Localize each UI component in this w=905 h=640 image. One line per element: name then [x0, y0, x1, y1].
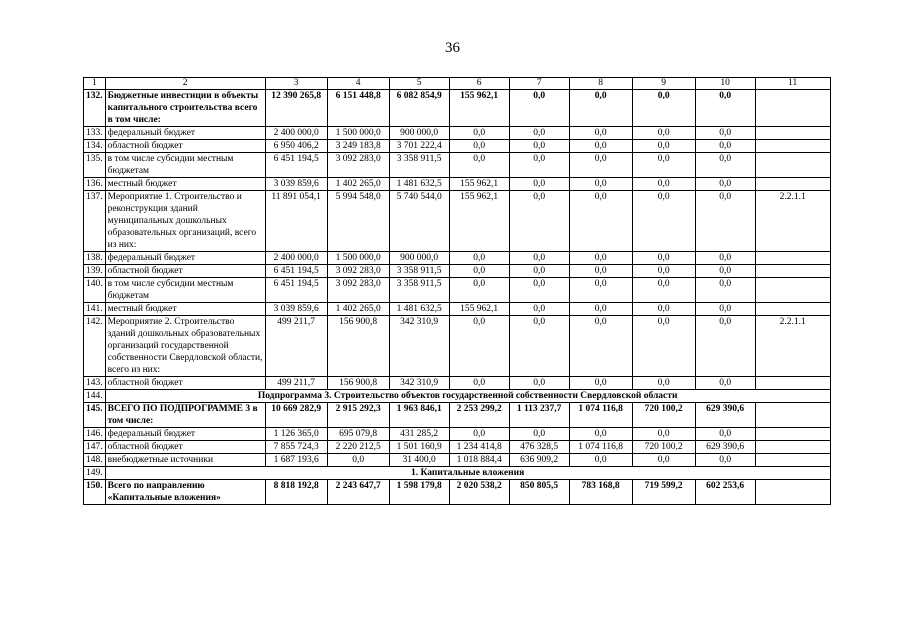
- row-label: федеральный бюджет: [105, 428, 265, 441]
- value-cell: 6 151 448,8: [327, 90, 389, 127]
- value-cell: 0,0: [632, 428, 695, 441]
- value-cell: 0,0: [569, 127, 632, 140]
- column-number-6: 6: [449, 78, 509, 90]
- value-cell: 0,0: [632, 454, 695, 467]
- measure-code: [755, 252, 830, 265]
- value-cell: 0,0: [695, 316, 755, 377]
- measure-code: [755, 153, 830, 178]
- value-cell: 0,0: [632, 127, 695, 140]
- row-label: Мероприятие 2. Строительство зданий дошкольных образовательных организаций государственной собственности Свердловской области, всего из них:: [105, 316, 265, 377]
- measure-code: [755, 140, 830, 153]
- value-cell: 1 402 265,0: [327, 303, 389, 316]
- value-cell: 1 500 000,0: [327, 127, 389, 140]
- value-cell: 3 358 911,5: [389, 153, 449, 178]
- value-cell: 3 358 911,5: [389, 278, 449, 303]
- value-cell: 0,0: [569, 140, 632, 153]
- value-cell: 0,0: [569, 377, 632, 390]
- table-row: [84, 140, 831, 153]
- measure-code: [755, 441, 830, 454]
- row-number: 143.: [84, 377, 106, 390]
- value-cell: 1 501 160,9: [389, 441, 449, 454]
- row-label: Бюджетные инвестиции в объекты капитального строительства всего в том числе:: [105, 90, 265, 127]
- table-row: [84, 467, 831, 480]
- value-cell: 629 390,6: [695, 403, 755, 428]
- row-number: 133.: [84, 127, 106, 140]
- value-cell: 0,0: [695, 153, 755, 178]
- row-number: 147.: [84, 441, 106, 454]
- value-cell: 0,0: [632, 178, 695, 191]
- value-cell: 7 855 724,3: [265, 441, 327, 454]
- value-cell: 0,0: [509, 191, 569, 252]
- value-cell: 0,0: [569, 153, 632, 178]
- value-cell: 0,0: [569, 90, 632, 127]
- table-row: [84, 252, 831, 265]
- row-number: 144.: [84, 390, 106, 403]
- table-row: [84, 403, 831, 428]
- measure-code: [755, 303, 830, 316]
- value-cell: 6 451 194,5: [265, 265, 327, 278]
- value-cell: 11 891 054,1: [265, 191, 327, 252]
- value-cell: 0,0: [632, 278, 695, 303]
- measure-code: [755, 90, 830, 127]
- value-cell: 0,0: [695, 127, 755, 140]
- row-number: 140.: [84, 278, 106, 303]
- table-row: [84, 153, 831, 178]
- value-cell: 2 253 299,2: [449, 403, 509, 428]
- value-cell: 0,0: [449, 278, 509, 303]
- column-number-1: 1: [84, 78, 106, 90]
- value-cell: 0,0: [569, 265, 632, 278]
- measure-code: [755, 428, 830, 441]
- row-label: Всего по направлению «Капитальные вложения»: [105, 480, 265, 505]
- value-cell: 0,0: [695, 191, 755, 252]
- value-cell: 1 402 265,0: [327, 178, 389, 191]
- value-cell: 1 481 632,5: [389, 303, 449, 316]
- row-label: в том числе субсидии местным бюджетам: [105, 153, 265, 178]
- table-row: [84, 454, 831, 467]
- value-cell: 3 358 911,5: [389, 265, 449, 278]
- value-cell: 0,0: [632, 153, 695, 178]
- value-cell: 0,0: [695, 377, 755, 390]
- measure-code: [755, 278, 830, 303]
- value-cell: 155 962,1: [449, 303, 509, 316]
- row-label: местный бюджет: [105, 303, 265, 316]
- table-row: [84, 316, 831, 377]
- column-number-4: 4: [327, 78, 389, 90]
- value-cell: 0,0: [509, 90, 569, 127]
- value-cell: 2 915 292,3: [327, 403, 389, 428]
- value-cell: 0,0: [695, 90, 755, 127]
- value-cell: 1 074 116,8: [569, 441, 632, 454]
- value-cell: 0,0: [695, 278, 755, 303]
- row-label: Мероприятие 1. Строительство и реконструкция зданий муниципальных дошкольных образовательных организаций, всего из них:: [105, 191, 265, 252]
- value-cell: 900 000,0: [389, 252, 449, 265]
- table-row: [84, 480, 831, 505]
- row-number: 137.: [84, 191, 106, 252]
- value-cell: 0,0: [509, 178, 569, 191]
- row-number: 142.: [84, 316, 106, 377]
- value-cell: 0,0: [632, 140, 695, 153]
- value-cell: 719 599,2: [632, 480, 695, 505]
- measure-code: [755, 265, 830, 278]
- value-cell: 3 249 183,8: [327, 140, 389, 153]
- row-number: 135.: [84, 153, 106, 178]
- value-cell: 0,0: [569, 316, 632, 377]
- value-cell: 1 598 179,8: [389, 480, 449, 505]
- value-cell: 0,0: [695, 140, 755, 153]
- value-cell: 0,0: [569, 454, 632, 467]
- section-heading: Подпрограмма 3. Строительство объектов государственной собственности Свердловской области: [105, 390, 830, 403]
- value-cell: 636 909,2: [509, 454, 569, 467]
- row-number: 145.: [84, 403, 106, 428]
- value-cell: 0,0: [449, 140, 509, 153]
- value-cell: 1 481 632,5: [389, 178, 449, 191]
- value-cell: 0,0: [449, 265, 509, 278]
- value-cell: 156 900,8: [327, 377, 389, 390]
- value-cell: 0,0: [509, 140, 569, 153]
- value-cell: 0,0: [327, 454, 389, 467]
- row-label: областной бюджет: [105, 441, 265, 454]
- measure-code: [755, 127, 830, 140]
- value-cell: 3 039 859,6: [265, 303, 327, 316]
- value-cell: 0,0: [695, 428, 755, 441]
- value-cell: 0,0: [509, 153, 569, 178]
- column-number-7: 7: [509, 78, 569, 90]
- row-label: областной бюджет: [105, 140, 265, 153]
- value-cell: 0,0: [509, 127, 569, 140]
- value-cell: 6 451 194,5: [265, 278, 327, 303]
- value-cell: 2 400 000,0: [265, 252, 327, 265]
- value-cell: 0,0: [509, 278, 569, 303]
- value-cell: 6 082 854,9: [389, 90, 449, 127]
- column-number-9: 9: [632, 78, 695, 90]
- measure-code: [755, 178, 830, 191]
- value-cell: 155 962,1: [449, 178, 509, 191]
- row-number: 138.: [84, 252, 106, 265]
- value-cell: 12 390 265,8: [265, 90, 327, 127]
- value-cell: 0,0: [509, 428, 569, 441]
- value-cell: 0,0: [632, 252, 695, 265]
- value-cell: 5 994 548,0: [327, 191, 389, 252]
- table-row: [84, 191, 831, 252]
- value-cell: 2 243 647,7: [327, 480, 389, 505]
- value-cell: 3 092 283,0: [327, 278, 389, 303]
- value-cell: 155 962,1: [449, 191, 509, 252]
- row-label: областной бюджет: [105, 265, 265, 278]
- row-label: федеральный бюджет: [105, 127, 265, 140]
- page-number: 36: [445, 40, 460, 56]
- row-number: 134.: [84, 140, 106, 153]
- value-cell: 3 092 283,0: [327, 265, 389, 278]
- row-number: 146.: [84, 428, 106, 441]
- row-number: 136.: [84, 178, 106, 191]
- value-cell: 342 310,9: [389, 377, 449, 390]
- value-cell: 0,0: [569, 428, 632, 441]
- measure-code: [755, 403, 830, 428]
- row-label: местный бюджет: [105, 178, 265, 191]
- value-cell: 5 740 544,0: [389, 191, 449, 252]
- row-label: областной бюджет: [105, 377, 265, 390]
- value-cell: 0,0: [449, 428, 509, 441]
- value-cell: 0,0: [695, 454, 755, 467]
- value-cell: 0,0: [695, 303, 755, 316]
- row-number: 132.: [84, 90, 106, 127]
- value-cell: 0,0: [695, 265, 755, 278]
- value-cell: 1 687 193,6: [265, 454, 327, 467]
- measure-code: 2.2.1.1: [755, 316, 830, 377]
- value-cell: 0,0: [449, 153, 509, 178]
- measure-code: [755, 480, 830, 505]
- value-cell: 1 500 000,0: [327, 252, 389, 265]
- value-cell: 0,0: [449, 127, 509, 140]
- table-row: [84, 390, 831, 403]
- value-cell: 431 285,2: [389, 428, 449, 441]
- value-cell: 0,0: [632, 303, 695, 316]
- value-cell: 1 126 365,0: [265, 428, 327, 441]
- row-label: ВСЕГО ПО ПОДПРОГРАММЕ 3 в том числе:: [105, 403, 265, 428]
- value-cell: 0,0: [509, 265, 569, 278]
- value-cell: 156 900,8: [327, 316, 389, 377]
- value-cell: 0,0: [509, 377, 569, 390]
- value-cell: 2 220 212,5: [327, 441, 389, 454]
- value-cell: 1 113 237,7: [509, 403, 569, 428]
- row-number: 149.: [84, 467, 106, 480]
- row-label: внебюджетные источники: [105, 454, 265, 467]
- column-number-5: 5: [389, 78, 449, 90]
- value-cell: 720 100,2: [632, 441, 695, 454]
- value-cell: 1 963 846,1: [389, 403, 449, 428]
- section-heading: 1. Капитальные вложения: [105, 467, 830, 480]
- table-row: [84, 90, 831, 127]
- value-cell: 155 962,1: [449, 90, 509, 127]
- value-cell: 0,0: [569, 191, 632, 252]
- table-row: [84, 303, 831, 316]
- value-cell: 0,0: [569, 278, 632, 303]
- row-number: 148.: [84, 454, 106, 467]
- column-number-11: 11: [755, 78, 830, 90]
- row-label: федеральный бюджет: [105, 252, 265, 265]
- table-row: [84, 441, 831, 454]
- value-cell: 0,0: [695, 178, 755, 191]
- measure-code: [755, 377, 830, 390]
- value-cell: 0,0: [632, 265, 695, 278]
- table-row: [84, 377, 831, 390]
- value-cell: 695 079,8: [327, 428, 389, 441]
- value-cell: 0,0: [632, 191, 695, 252]
- value-cell: 6 451 194,5: [265, 153, 327, 178]
- value-cell: 499 211,7: [265, 377, 327, 390]
- value-cell: 602 253,6: [695, 480, 755, 505]
- header-row: [84, 78, 831, 90]
- measure-code: 2.2.1.1: [755, 191, 830, 252]
- value-cell: 0,0: [632, 90, 695, 127]
- value-cell: 0,0: [569, 303, 632, 316]
- value-cell: 31 400,0: [389, 454, 449, 467]
- row-label: в том числе субсидии местным бюджетам: [105, 278, 265, 303]
- value-cell: 10 669 282,9: [265, 403, 327, 428]
- table-row: [84, 178, 831, 191]
- value-cell: 8 818 192,8: [265, 480, 327, 505]
- row-number: 139.: [84, 265, 106, 278]
- value-cell: 850 805,5: [509, 480, 569, 505]
- value-cell: 1 074 116,8: [569, 403, 632, 428]
- value-cell: 2 400 000,0: [265, 127, 327, 140]
- value-cell: 0,0: [632, 316, 695, 377]
- column-number-10: 10: [695, 78, 755, 90]
- value-cell: 900 000,0: [389, 127, 449, 140]
- value-cell: 342 310,9: [389, 316, 449, 377]
- value-cell: 0,0: [569, 178, 632, 191]
- table-row: [84, 265, 831, 278]
- value-cell: 0,0: [509, 316, 569, 377]
- value-cell: 1 018 884,4: [449, 454, 509, 467]
- value-cell: 476 328,5: [509, 441, 569, 454]
- value-cell: 0,0: [632, 377, 695, 390]
- column-number-3: 3: [265, 78, 327, 90]
- measure-code: [755, 454, 830, 467]
- value-cell: 3 092 283,0: [327, 153, 389, 178]
- column-number-8: 8: [569, 78, 632, 90]
- value-cell: 0,0: [695, 252, 755, 265]
- value-cell: 3 039 859,6: [265, 178, 327, 191]
- table-row: [84, 278, 831, 303]
- value-cell: 0,0: [449, 377, 509, 390]
- budget-table: [83, 77, 831, 505]
- column-number-2: 2: [105, 78, 265, 90]
- table-row: [84, 127, 831, 140]
- value-cell: 629 390,6: [695, 441, 755, 454]
- value-cell: 499 211,7: [265, 316, 327, 377]
- table-body: [84, 78, 831, 505]
- value-cell: 1 234 414,8: [449, 441, 509, 454]
- value-cell: 720 100,2: [632, 403, 695, 428]
- row-number: 141.: [84, 303, 106, 316]
- value-cell: 2 020 538,2: [449, 480, 509, 505]
- value-cell: 0,0: [509, 303, 569, 316]
- value-cell: 6 950 406,2: [265, 140, 327, 153]
- value-cell: 0,0: [569, 252, 632, 265]
- value-cell: 783 168,8: [569, 480, 632, 505]
- table-row: [84, 428, 831, 441]
- value-cell: 0,0: [449, 316, 509, 377]
- value-cell: 0,0: [509, 252, 569, 265]
- value-cell: 3 701 222,4: [389, 140, 449, 153]
- value-cell: 0,0: [449, 252, 509, 265]
- row-number: 150.: [84, 480, 106, 505]
